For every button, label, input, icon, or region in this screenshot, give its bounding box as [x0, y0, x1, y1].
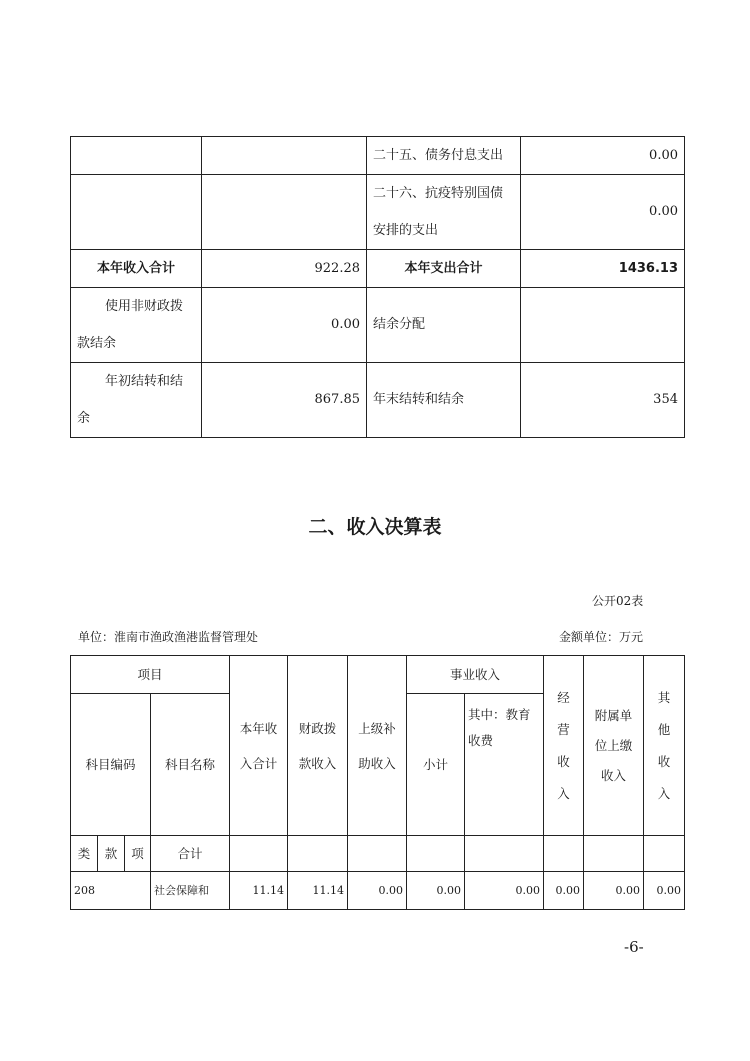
closing-balance-label: 年末结转和结余: [367, 363, 521, 438]
fiscal-income-header: 财政拨 款收入: [288, 656, 348, 836]
fiscal-cell: 11.14: [288, 872, 348, 910]
surplus-distribution-label: 结余分配: [367, 288, 521, 363]
xiang-header: 项: [125, 836, 151, 872]
sum-header: 合计: [151, 836, 230, 872]
table-row: [71, 175, 685, 250]
education-fee-header: 其中：教育 收费: [465, 694, 544, 836]
business-income-header: 事业收入: [407, 656, 544, 694]
section-title: 二、收入决算表: [308, 516, 442, 538]
subject-code-header: 科目编码: [71, 694, 151, 836]
affiliate-cell: 0.00: [584, 872, 644, 910]
income-total-value: 922.28: [202, 250, 367, 288]
affiliate-income-header: 附属单 位上缴 收入: [584, 656, 644, 836]
subject-code-cell: 208: [71, 872, 151, 910]
item-header: 项目: [71, 656, 230, 694]
table-row: [71, 137, 685, 175]
covid-bond-value: 0.00: [521, 175, 685, 250]
education-fee-cell: 0.00: [465, 872, 544, 910]
income-table: [70, 655, 685, 910]
other-income-header: 其 他 收 入: [644, 656, 685, 836]
debt-interest-value: 0.00: [521, 137, 685, 175]
income-total-label: 本年收入合计: [71, 250, 202, 288]
table-code: 公开02表: [592, 594, 644, 608]
amount-unit-label: 金额单位：万元: [559, 630, 644, 644]
operating-income-header: 经 营 收 入: [544, 656, 584, 836]
kuan-header: 款: [98, 836, 125, 872]
total-income-header: 本年收 入合计: [230, 656, 288, 836]
debt-interest-label: 二十五、债务付息支出: [367, 137, 521, 175]
covid-bond-label: 二十六、抗疫特别国债 安排的支出: [367, 175, 521, 250]
other-cell: 0.00: [644, 872, 685, 910]
lei-header: 类: [71, 836, 98, 872]
subject-name-header: 科目名称: [151, 694, 230, 836]
operating-cell: 0.00: [544, 872, 584, 910]
superior-cell: 0.00: [348, 872, 407, 910]
table-row: [71, 363, 685, 438]
summary-table: [70, 136, 685, 438]
subtotal-cell: 0.00: [407, 872, 465, 910]
expense-total-label: 本年支出合计: [367, 250, 521, 288]
closing-balance-value: 354: [521, 363, 685, 438]
unit-label: 单位：淮南市渔政渔港监督管理处: [78, 630, 259, 644]
table-row: [71, 288, 685, 363]
expense-total-value: 1436.13: [521, 250, 685, 288]
superior-subsidy-header: 上级补 助收入: [348, 656, 407, 836]
surplus-distribution-value: [521, 288, 685, 363]
page-number: -6-: [624, 938, 644, 956]
subject-name-cell: 社会保障和: [151, 872, 230, 910]
total-cell: 11.14: [230, 872, 288, 910]
subtotal-header: 小计: [407, 694, 465, 836]
non-fiscal-surplus-label: 使用非财政拨 款结余: [71, 288, 202, 363]
opening-balance-label: 年初结转和结 余: [71, 363, 202, 438]
opening-balance-value: 867.85: [202, 363, 367, 438]
non-fiscal-surplus-value: 0.00: [202, 288, 367, 363]
totals-row: [71, 250, 685, 288]
table-row: [71, 872, 685, 910]
